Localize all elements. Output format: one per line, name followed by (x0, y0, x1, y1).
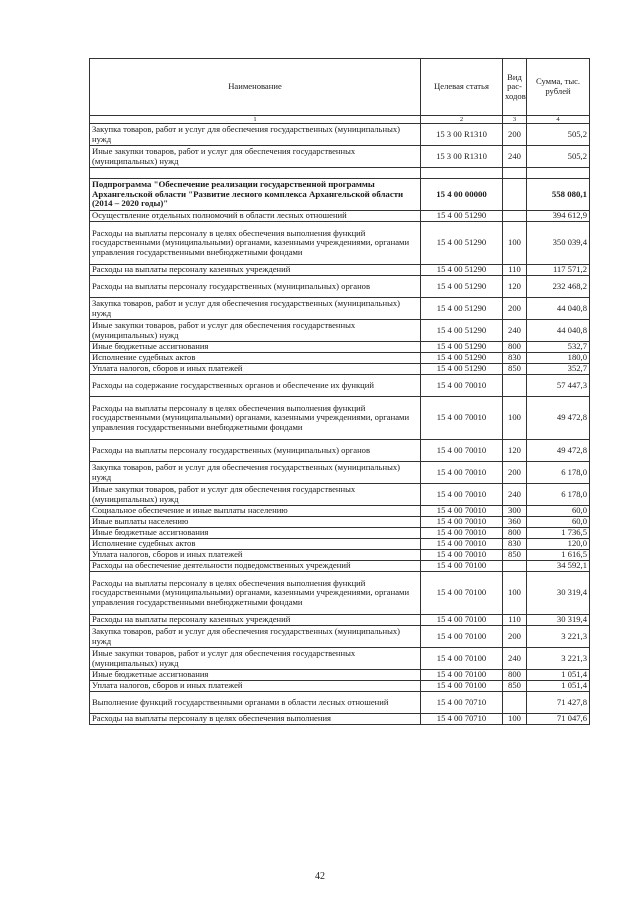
row-name-cell: Иные выплаты населению (90, 517, 421, 528)
row-sum-cell: 49 472,8 (527, 440, 590, 462)
page-number: 42 (315, 871, 325, 882)
table-row (90, 484, 590, 506)
table-row (90, 681, 590, 692)
row-name-cell: Расходы на выплаты персоналу государственных (муниципальных) органов (90, 440, 421, 462)
row-kind-cell: 200 (503, 462, 527, 484)
row-code-cell: 15 4 00 51290 (421, 276, 503, 298)
row-name-cell: Закупка товаров, работ и услуг для обеспечения государственных (муниципальных) нужд (90, 626, 421, 648)
table-row (90, 375, 590, 397)
row-name-cell: Расходы на выплаты персоналу государственных (муниципальных) органов (90, 276, 421, 298)
row-name-cell: Уплата налогов, сборов и иных платежей (90, 681, 421, 692)
row-kind-cell: 240 (503, 648, 527, 670)
row-sum-cell: 505,2 (527, 124, 590, 146)
table-row (90, 714, 590, 725)
header-code: Целевая статья (421, 59, 503, 116)
header-kind: Вид рас-ходов (503, 59, 527, 116)
row-name-cell: Закупка товаров, работ и услуг для обеспечения государственных (муниципальных) нужд (90, 124, 421, 146)
table-row (90, 648, 590, 670)
column-number: 3 (503, 116, 527, 124)
row-code-cell: 15 4 00 70010 (421, 484, 503, 506)
row-sum-cell: 44 040,8 (527, 320, 590, 342)
row-name-cell: Социальное обеспечение и иные выплаты населению (90, 506, 421, 517)
row-sum-cell: 71 427,8 (527, 692, 590, 714)
row-code-cell: 15 4 00 70010 (421, 440, 503, 462)
row-kind-cell: 800 (503, 670, 527, 681)
row-code-cell: 15 4 00 70100 (421, 615, 503, 626)
row-sum-cell: 232 468,2 (527, 276, 590, 298)
row-sum-cell: 120,0 (527, 539, 590, 550)
row-code-cell: 15 4 00 70010 (421, 528, 503, 539)
row-code-cell: 15 4 00 70010 (421, 517, 503, 528)
column-number: 4 (527, 116, 590, 124)
row-kind-cell: 120 (503, 440, 527, 462)
row-kind-cell (503, 561, 527, 572)
row-code-cell: 15 4 00 70710 (421, 692, 503, 714)
row-kind-cell: 120 (503, 276, 527, 298)
row-name-cell: Расходы на выплаты персоналу в целях обеспечения выполнения функций государственными (муниципальными) органами, казенными учреждениями, органами управления государственными внебюджетными фондами (90, 397, 421, 440)
row-sum-cell: 60,0 (527, 517, 590, 528)
row-code-cell: 15 4 00 70100 (421, 670, 503, 681)
table-row (90, 342, 590, 353)
row-kind-cell: 850 (503, 364, 527, 375)
row-code-cell: 15 4 00 70100 (421, 561, 503, 572)
table-row (90, 276, 590, 298)
row-code-cell: 15 4 00 00000 (421, 179, 503, 211)
row-code-cell: 15 4 00 70100 (421, 648, 503, 670)
table-row (90, 670, 590, 681)
row-kind-cell: 240 (503, 320, 527, 342)
row-code-cell: 15 4 00 51290 (421, 222, 503, 265)
column-number: 1 (90, 116, 421, 124)
row-sum-cell: 3 221,3 (527, 626, 590, 648)
row-sum-cell: 180,0 (527, 353, 590, 364)
table-header-row (90, 59, 590, 116)
row-name-cell: Иные закупки товаров, работ и услуг для обеспечения государственных (муниципальных) нужд (90, 146, 421, 168)
table-row (90, 124, 590, 146)
table-row (90, 528, 590, 539)
row-sum-cell: 505,2 (527, 146, 590, 168)
row-name-cell: Иные бюджетные ассигнования (90, 342, 421, 353)
row-kind-cell: 100 (503, 397, 527, 440)
row-kind-cell: 850 (503, 550, 527, 561)
column-number-row (90, 116, 590, 124)
row-sum-cell: 60,0 (527, 506, 590, 517)
row-kind-cell: 240 (503, 484, 527, 506)
row-name-cell (90, 168, 421, 179)
row-code-cell: 15 3 00 R1310 (421, 146, 503, 168)
budget-table (89, 58, 590, 725)
table-row (90, 462, 590, 484)
header-name: Наименование (90, 59, 421, 116)
row-kind-cell: 200 (503, 626, 527, 648)
row-code-cell (421, 168, 503, 179)
row-sum-cell: 34 592,1 (527, 561, 590, 572)
header-sum: Сумма, тыс. рублей (527, 59, 590, 116)
row-sum-cell: 30 319,4 (527, 572, 590, 615)
row-name-cell: Расходы на выплаты персоналу казенных учреждений (90, 265, 421, 276)
row-code-cell: 15 4 00 70010 (421, 462, 503, 484)
row-name-cell: Закупка товаров, работ и услуг для обеспечения государственных (муниципальных) нужд (90, 462, 421, 484)
row-sum-cell: 44 040,8 (527, 298, 590, 320)
table-row (90, 298, 590, 320)
row-sum-cell: 3 221,3 (527, 648, 590, 670)
table-row (90, 320, 590, 342)
row-kind-cell (503, 375, 527, 397)
row-sum-cell: 1 736,5 (527, 528, 590, 539)
row-sum-cell: 30 319,4 (527, 615, 590, 626)
row-kind-cell (503, 179, 527, 211)
table-row (90, 626, 590, 648)
row-kind-cell: 110 (503, 615, 527, 626)
row-name-cell: Иные бюджетные ассигнования (90, 528, 421, 539)
table-row (90, 440, 590, 462)
row-code-cell: 15 4 00 51290 (421, 320, 503, 342)
row-sum-cell: 352,7 (527, 364, 590, 375)
row-sum-cell (527, 168, 590, 179)
row-sum-cell: 71 047,6 (527, 714, 590, 725)
table-row (90, 353, 590, 364)
row-name-cell: Исполнение судебных актов (90, 353, 421, 364)
row-code-cell: 15 4 00 70010 (421, 550, 503, 561)
table-body (90, 124, 590, 725)
row-kind-cell: 830 (503, 353, 527, 364)
row-kind-cell: 240 (503, 146, 527, 168)
table-row (90, 692, 590, 714)
table-row (90, 265, 590, 276)
row-name-cell: Иные закупки товаров, работ и услуг для обеспечения государственных (муниципальных) нужд (90, 320, 421, 342)
row-sum-cell: 6 178,0 (527, 462, 590, 484)
row-sum-cell: 1 616,5 (527, 550, 590, 561)
row-sum-cell: 532,7 (527, 342, 590, 353)
row-name-cell: Закупка товаров, работ и услуг для обеспечения государственных (муниципальных) нужд (90, 298, 421, 320)
row-code-cell: 15 4 00 70010 (421, 375, 503, 397)
table-row (90, 572, 590, 615)
row-sum-cell: 49 472,8 (527, 397, 590, 440)
row-code-cell: 15 4 00 51290 (421, 211, 503, 222)
row-name-cell: Уплата налогов, сборов и иных платежей (90, 364, 421, 375)
row-kind-cell: 830 (503, 539, 527, 550)
row-name-cell: Иные закупки товаров, работ и услуг для обеспечения государственных (муниципальных) нужд (90, 484, 421, 506)
row-code-cell: 15 4 00 70010 (421, 397, 503, 440)
row-kind-cell: 200 (503, 124, 527, 146)
table-row (90, 506, 590, 517)
row-name-cell: Расходы на выплаты персоналу в целях обеспечения выполнения функций государственными (муниципальными) органами, казенными учреждениями, органами управления государственными внебюджетными фондами (90, 572, 421, 615)
row-code-cell: 15 4 00 51290 (421, 353, 503, 364)
row-name-cell: Расходы на выплаты персоналу в целях обеспечения выполнения функций государственными (муниципальными) органами, казенными учреждениями, органами управления государственными внебюджетными фондами (90, 222, 421, 265)
table-row (90, 211, 590, 222)
table-row (90, 517, 590, 528)
row-kind-cell: 800 (503, 528, 527, 539)
table-row (90, 550, 590, 561)
row-name-cell: Иные закупки товаров, работ и услуг для обеспечения государственных (муниципальных) нужд (90, 648, 421, 670)
row-sum-cell: 350 039,4 (527, 222, 590, 265)
row-name-cell: Расходы на выплаты персоналу в целях обеспечения выполнения (90, 714, 421, 725)
table-row (90, 364, 590, 375)
row-sum-cell: 1 051,4 (527, 670, 590, 681)
column-number: 2 (421, 116, 503, 124)
table-row (90, 168, 590, 179)
table-row (90, 146, 590, 168)
row-kind-cell: 800 (503, 342, 527, 353)
row-code-cell: 15 4 00 70710 (421, 714, 503, 725)
row-sum-cell: 558 080,1 (527, 179, 590, 211)
row-sum-cell: 394 612,9 (527, 211, 590, 222)
row-kind-cell: 850 (503, 681, 527, 692)
table-row (90, 222, 590, 265)
row-code-cell: 15 4 00 51290 (421, 298, 503, 320)
table-row (90, 561, 590, 572)
row-code-cell: 15 4 00 70100 (421, 626, 503, 648)
row-name-cell: Расходы на содержание государственных органов и обеспечение их функций (90, 375, 421, 397)
row-kind-cell: 200 (503, 298, 527, 320)
row-name-cell: Исполнение судебных актов (90, 539, 421, 550)
row-kind-cell: 100 (503, 222, 527, 265)
row-kind-cell: 360 (503, 517, 527, 528)
row-name-cell: Расходы на обеспечение деятельности подведомственных учреждений (90, 561, 421, 572)
row-code-cell: 15 4 00 51290 (421, 364, 503, 375)
row-code-cell: 15 4 00 51290 (421, 265, 503, 276)
row-sum-cell: 57 447,3 (527, 375, 590, 397)
row-kind-cell (503, 692, 527, 714)
row-name-cell: Выполнение функций государственными органами в области лесных отношений (90, 692, 421, 714)
row-code-cell: 15 4 00 70100 (421, 681, 503, 692)
row-sum-cell: 6 178,0 (527, 484, 590, 506)
row-sum-cell: 117 571,2 (527, 265, 590, 276)
row-kind-cell (503, 168, 527, 179)
row-code-cell: 15 3 00 R1310 (421, 124, 503, 146)
row-code-cell: 15 4 00 70010 (421, 539, 503, 550)
row-sum-cell: 1 051,4 (527, 681, 590, 692)
table-row (90, 179, 590, 211)
row-name-cell: Иные бюджетные ассигнования (90, 670, 421, 681)
row-kind-cell: 100 (503, 714, 527, 725)
row-kind-cell: 110 (503, 265, 527, 276)
table-row (90, 615, 590, 626)
table-row (90, 397, 590, 440)
row-name-cell: Уплата налогов, сборов и иных платежей (90, 550, 421, 561)
row-kind-cell: 300 (503, 506, 527, 517)
row-name-cell: Расходы на выплаты персоналу казенных учреждений (90, 615, 421, 626)
row-code-cell: 15 4 00 51290 (421, 342, 503, 353)
row-name-cell: Подпрограмма "Обеспечение реализации государственной программы Архангельской области "Развитие лесного комплекса Архангельской области (2014 – 2020 годы)" (90, 179, 421, 211)
table-row (90, 539, 590, 550)
row-kind-cell: 100 (503, 572, 527, 615)
row-kind-cell (503, 211, 527, 222)
row-code-cell: 15 4 00 70100 (421, 572, 503, 615)
row-code-cell: 15 4 00 70010 (421, 506, 503, 517)
row-name-cell: Осуществление отдельных полномочий в области лесных отношений (90, 211, 421, 222)
